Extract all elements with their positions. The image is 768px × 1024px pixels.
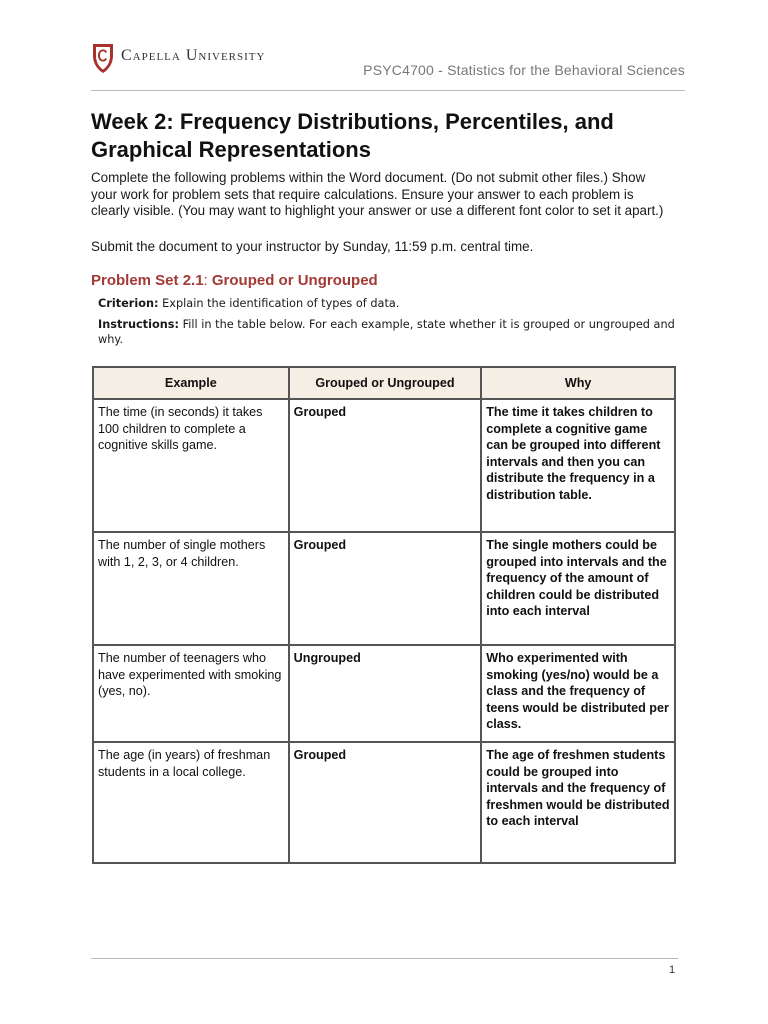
cell-type[interactable]: Grouped xyxy=(289,399,482,532)
cell-why[interactable]: Who experimented with smoking (yes/no) would be a class and the frequency of teens would be distributed per class. xyxy=(481,645,675,742)
problem-set-title: Grouped or Ungrouped xyxy=(207,272,378,289)
university-logo xyxy=(91,42,265,74)
header-type: Grouped or Ungrouped xyxy=(289,367,482,399)
table-row xyxy=(93,399,675,532)
capella-shield-icon xyxy=(91,42,115,74)
logo-text: Capella University xyxy=(121,47,266,64)
criterion-text: Explain the identification of types of data. xyxy=(158,297,400,310)
cell-example[interactable]: The age (in years) of freshman students in a local college. xyxy=(93,742,289,863)
cell-type[interactable]: Ungrouped xyxy=(289,645,482,742)
header-why: Why xyxy=(481,367,675,399)
cell-type[interactable]: Grouped xyxy=(289,742,482,863)
cell-example[interactable]: The number of teenagers who have experimented with smoking (yes, no). xyxy=(93,645,289,742)
instructions-text: Fill in the table below. For each example, state whether it is grouped or ungrouped and why. xyxy=(98,318,675,346)
footer-divider xyxy=(91,958,678,959)
problem-set-heading xyxy=(91,272,378,289)
table-row xyxy=(93,645,675,742)
table-row xyxy=(93,742,675,863)
instructions-label: Instructions: xyxy=(98,318,179,331)
table-header-row xyxy=(93,367,675,399)
page-number: 1 xyxy=(669,964,676,976)
cell-example[interactable]: The number of single mothers with 1, 2, 3, or 4 children. xyxy=(93,532,289,645)
answer-table xyxy=(92,366,676,864)
table-row xyxy=(93,532,675,645)
page-title: Week 2: Frequency Distributions, Percentiles, and Graphical Representations xyxy=(91,109,614,162)
header-example: Example xyxy=(93,367,289,399)
cell-why[interactable]: The time it takes children to complete a cognitive game can be grouped into different intervals and then you can distribute the frequency in a distribution table. xyxy=(481,399,675,532)
problem-set-label: Problem Set 2.1 xyxy=(91,272,204,289)
submit-note: Submit the document to your instructor by Sunday, 11:59 p.m. central time. xyxy=(91,239,534,254)
cell-type[interactable]: Grouped xyxy=(289,532,482,645)
criterion-label: Criterion: xyxy=(98,297,159,310)
cell-why[interactable]: The single mothers could be grouped into intervals and the frequency of the amount of children could be distributed into each interval xyxy=(481,532,675,645)
course-title: PSYC4700 - Statistics for the Behavioral Sciences xyxy=(363,62,685,78)
cell-why[interactable]: The age of freshmen students could be grouped into intervals and the frequency of freshmen would be distributed to each interval xyxy=(481,742,675,863)
intro-paragraph: Complete the following problems within the Word document. (Do not submit other files.) Show your work for problem sets that require calculations. Ensure your answer to each problem is clearly visible. (You may want to highlight your answer or use a different font color to set it apart.) xyxy=(91,170,664,218)
cell-example[interactable]: The time (in seconds) it takes 100 children to complete a cognitive skills game. xyxy=(93,399,289,532)
problem-set-separator: : xyxy=(203,272,208,289)
criterion xyxy=(98,296,678,311)
page-header xyxy=(91,42,685,91)
instructions xyxy=(98,317,678,347)
